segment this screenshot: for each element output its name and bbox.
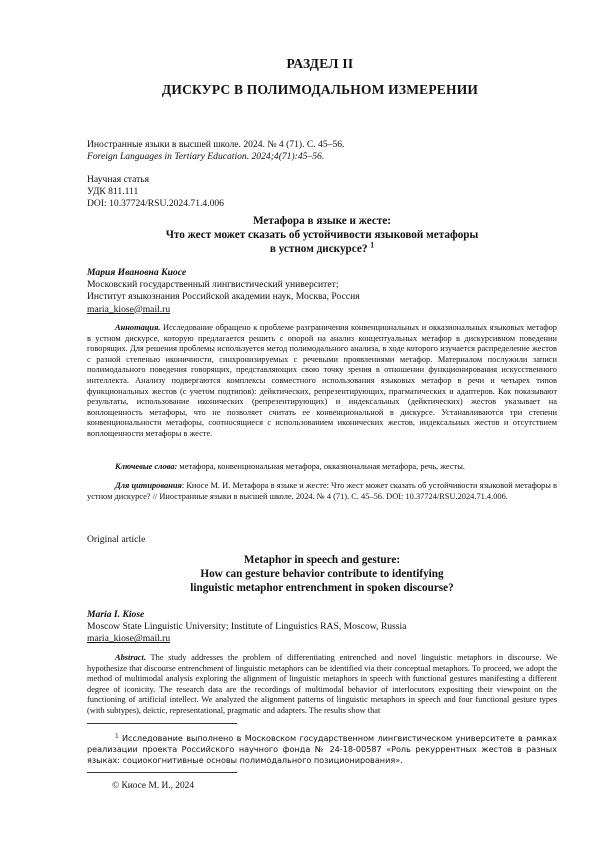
article-title-en <box>87 553 557 596</box>
copyright: © Киосе М. И., 2024 <box>112 781 195 791</box>
keywords-ru <box>87 462 557 473</box>
author-email-en[interactable]: maria_kiose@mail.ru <box>87 633 171 645</box>
abstract-en-label: Abstract. <box>115 653 146 662</box>
article-title-ru <box>87 214 557 257</box>
abstract-ru <box>87 323 557 440</box>
author-affiliation-en: Moscow State Linguistic University; Institute of Linguistics RAS, Moscow, Russia <box>87 621 407 633</box>
title-footnote-mark[interactable]: 1 <box>370 240 375 250</box>
footnote-divider <box>87 723 237 724</box>
author-block-ru <box>87 267 557 316</box>
citation-ru-text: : Киосе М. И. Метафора в языке и жесте: Что жест может сказать об устойчивости языковой метафоры в устном дискурсе? // Иностранные языки в высшей школе. 2024. № 4 (71). С. 45–56. DOI: 10.37724/RSU.2024.71.4.006. <box>87 481 557 501</box>
author-email-ru[interactable]: maria_kiose@mail.ru <box>87 303 171 315</box>
title-ru-line2: Что жест может сказать об устойчивости языковой метафоры <box>165 229 479 242</box>
author-affiliation-ru-1: Московский государственный лингвистический университет; <box>87 279 339 291</box>
doi: DOI: 10.37724/RSU.2024.71.4.006 <box>87 198 224 210</box>
citation-ru <box>87 481 557 502</box>
journal-citation-ru: Иностранные языки в высшей школе. 2024. № 4 (71). С. 45–56. <box>87 139 345 150</box>
section-title: ДИСКУРС В ПОЛИМОДАЛЬНОМ ИЗМЕРЕНИИ <box>161 82 479 97</box>
abstract-en <box>87 653 557 717</box>
journal-info <box>87 139 557 163</box>
keywords-ru-label: Ключевые слова: <box>115 462 178 471</box>
article-type-en: Original article <box>87 534 146 545</box>
abstract-ru-label: Аннотация. <box>115 323 161 332</box>
journal-citation-en: Foreign Languages in Tertiary Education. 2024;4(71):45–56. <box>87 151 325 163</box>
section-number: РАЗДЕЛ II <box>286 56 354 71</box>
title-en-line2: How can gesture behavior contribute to identifying <box>200 568 444 581</box>
keywords-ru-text: метафора, конвенциональная метафора, окказиональная метафора, речь, жесты. <box>179 462 465 471</box>
abstract-ru-text: Исследование обращено к проблеме разграничения конвенциональных и окказиональных языковых метафор в устном дискурсе, которую предлагается решить с опорой на анализ концептуальных метафор в дискурсивном поведении говорящих. Для решения проблемы используется метод полимодального анализа, в ходе которого изучается распределение жестов с разной степенью иконичности, синхронизируемых с речевыми проявлениями метафор. Материалом послужили записи полимодального поведения говорящих, представляющих свою точку зрения в отношении функционирования искусственного интеллекта. Анализу подвергаются комплексы совместного использования языковых метафор в речи и четырех типов функциональных жестов (с учетом подтипов): дейктических, репрезентирующих, прагматических и адаптеров. Как показывают результаты, использование иконических (репрезентирующих) и индексальных (дейктических) жестов указывает на воплощенность метафоры, что не позволяет считать ее конвенциональной в дискурсе. Устанавливаются три степени конвенциональности метафоры, соотносящиеся с использованием иконических жестов, индексальных жестов и отсутствием воплощенности метафоры в жесте. <box>87 323 557 438</box>
udc-code: УДК 811.111 <box>87 186 139 198</box>
footnote-text: Исследование выполнено в Московском государственном лингвистическом университете в рамках реализации проекта Российского научного фонда № 24-18-00587 «Роль рекуррентных жестов в разных языках: социокогнитивные основы полимодального позиционирования». <box>87 733 557 765</box>
author-block-en <box>87 609 557 646</box>
copyright-divider <box>87 772 237 773</box>
title-ru-line3: в устном дискурсе? <box>269 243 368 256</box>
title-en-line3: linguistic metaphor entrenchment in spoken discourse? <box>190 582 454 595</box>
author-name-en: Maria I. Kiose <box>87 609 145 620</box>
title-ru-line1: Метафора в языке и жесте: <box>252 215 392 227</box>
article-type-ru: Научная статья <box>87 174 150 185</box>
footnote <box>87 733 557 766</box>
citation-ru-label: Для цитирования <box>115 481 182 490</box>
footnote-mark: 1 <box>115 733 119 740</box>
author-affiliation-ru-2: Институт языкознания Российской академии наук, Москва, Россия <box>87 291 360 303</box>
abstract-en-text: The study addresses the problem of differentiating entrenched and novel linguistic metaphors in discourse. We hypothesize that discourse entrenchment of linguistic metaphors can be identified via their conceptual metaphors. To proceed, we adopt the method of multimodal analysis exploring the alignment of linguistic metaphors in speech with functional gestures manifesting a different degree of iconicity. The research data are the recordings of multimodal behavior of interlocutors expositing their viewpoint on the functioning of artificial intellect. We analyzed the alignment patterns of linguistic metaphors in speech and four functional gesture types (with subtypes), deictic, representational, pragmatic and adapters. The results show that <box>87 653 557 715</box>
title-en-line1: Metaphor in speech and gesture: <box>243 554 401 566</box>
article-meta <box>87 174 557 211</box>
author-name-ru: Мария Ивановна Киосе <box>87 267 187 278</box>
